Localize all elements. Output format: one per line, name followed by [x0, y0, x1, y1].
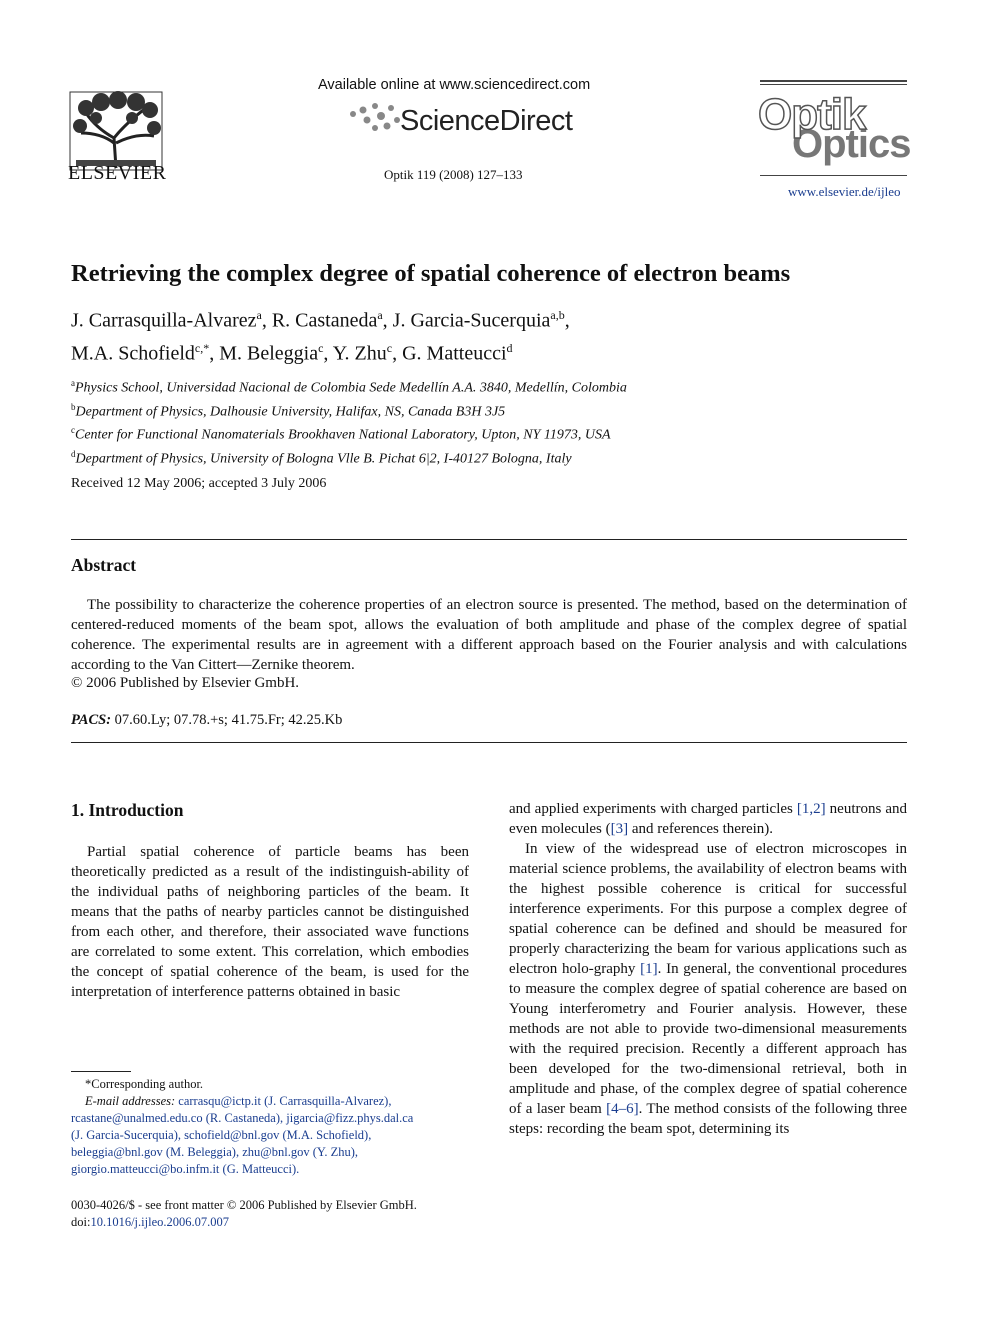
citation-link[interactable]: [1,2]: [796, 801, 826, 817]
affiliation-item: $^a$Physics School, Universidad Nacional de Colombia Sede Medellín A.A. 3840, Medellín, Colombia: [71, 378, 627, 396]
email-link[interactable]: beleggia@bnl.gov: [71, 1145, 163, 1159]
author: J. Carrasquilla-Alvarez: [71, 309, 257, 332]
email-link[interactable]: jigarcia@fizz.phys.dal.ca: [286, 1111, 414, 1125]
abstract-text: The possibility to characterize the coherence properties of an electron source is presented. The method, based on the determination of centered-reduced moments of the beam spot, allows the evaluation of both amplitude and phase of the complex degree of spatial coherence. The experimental results are in agreement with a different approach based on the Fourier analysis and with calculations according to the Van Cittert—Zernike theorem.: [71, 597, 907, 673]
available-online-text: Available online at www.sciencedirect.com: [318, 77, 591, 93]
affiliations: [71, 374, 871, 469]
email-link[interactable]: giorgio.matteucci@bo.infm.it: [71, 1162, 220, 1176]
pacs-codes: PACS: 07.60.Ly; 07.78.+s; 41.75.Fr; 42.25.Kb: [71, 712, 343, 728]
journal-logo-optik: Optik: [758, 90, 866, 139]
affiliation-item: $^d$Department of Physics, University of Bologna Vlle B. Pichat 6|2, I-40127 Bologna, Italy: [71, 448, 572, 467]
email-link[interactable]: carrasqu@ictp.it: [178, 1094, 261, 1108]
divider: [71, 539, 907, 540]
journal-url-link[interactable]: www.elsevier.de/ijleo: [788, 184, 901, 199]
abstract-heading: Abstract: [71, 555, 137, 575]
journal-logo-rule: [760, 84, 907, 85]
abstract-copyright: © 2006 Published by Elsevier GmbH.: [71, 675, 300, 691]
affiliation-item: $^b$Department of Physics, Dalhousie University, Halifax, NS, Canada B3H 3J5: [71, 401, 506, 420]
email-link[interactable]: zhu@bnl.gov: [242, 1145, 310, 1159]
journal-logo-optics: Optics: [792, 122, 911, 166]
citation-link[interactable]: [1]: [640, 961, 658, 977]
divider: [71, 742, 907, 743]
author: G. Matteucci: [402, 342, 507, 365]
imprint: 0030-4026/$ - see front matter © 2006 Published by Elsevier GmbH. doi:10.1016/j.ijleo.2006.07.007: [71, 1198, 417, 1229]
intro-paragraph-left: Partial spatial coherence of particle beams has been theoretically predicted as a result of the indistinguish-ability of the individual paths of neighboring particles of the beam. It means that the paths of nearby particles cannot be distinguished from each other, and therefore, their associated wave functions are correlated to some extent. This correlation, which embodies the concept of spatial coherence of the beam, is used for the interpretation of interference patterns obtained in basic: [71, 844, 469, 1000]
intro-paragraph-right-2: In view of the widespread use of electron microscopes in material science problems, the availability of electron beams with the highest possible coherence is critical for successful interference experiments. For this purpose a complex degree of spatial coherence can be defined and should be measured for properly characterizing the beam for various applications such as electron holo-graphy [1]. In general, the conventional procedures to measure the complex degree of spatial coherence are based on Young interferometry and Fourier analysis. However, these methods are not able to provide two-dimensional measurements with the required precision. Recently a different approach has been developed for the two-dimensional retrieval, both in amplitude and phase, of the complex degree of spatial coherence of a laser beam [4–6]. The method consists of the following three steps: recording the beam spot, determining its: [509, 841, 907, 1137]
citation-link[interactable]: [3]: [610, 821, 629, 837]
author: M. Beleggia: [219, 342, 319, 365]
doi-link[interactable]: 10.1016/j.ijleo.2006.07.007: [90, 1215, 229, 1229]
section-heading-introduction: 1. Introduction: [71, 800, 184, 820]
email-link[interactable]: rcastane@unalmed.edu.co: [71, 1111, 203, 1125]
author: R. Castaneda: [271, 309, 378, 332]
citation-link[interactable]: [4–6]: [606, 1101, 639, 1117]
author: Y. Zhu: [332, 342, 387, 365]
publisher-name: ELSEVIER: [68, 162, 167, 184]
author: J. Garcia-Sucerquia: [392, 309, 551, 332]
intro-paragraph-right-1: and applied experiments with charged particles [1,2] neutrons and even molecules ([3] and references therein).: [509, 801, 907, 837]
article-title: Retrieving the complex degree of spatial coherence of electron beams: [71, 260, 791, 287]
sciencedirect-wordmark: ScienceDirect: [400, 105, 573, 137]
received-dates: Received 12 May 2006; accepted 3 July 2006: [71, 476, 327, 491]
journal-reference: Optik 119 (2008) 127–133: [384, 167, 523, 182]
journal-logo-rule: [760, 80, 907, 82]
email-link[interactable]: schofield@bnl.gov: [184, 1128, 280, 1142]
sciencedirect-dots-icon: [345, 100, 405, 140]
author-list: J. Carrasquilla-Alvarez$^a$, R. Castaneda$^a$, J. Garcia-Sucerquia$^{a,b}$, M.A. Schofield$^{c,*}$, M. Beleggia$^c$, Y. Zhu$^c$, G. Matteucci$^d$: [71, 308, 570, 365]
footnote-rule: [71, 1071, 131, 1072]
journal-logo-rule: [760, 175, 907, 176]
affiliation-item: $^c$Center for Functional Nanomaterials Brookhaven National Laboratory, Upton, NY 11973, USA: [71, 425, 611, 443]
corresponding-author-footnote: *Corresponding author. E-mail addresses: carrasqu@ictp.it (J. Carrasquilla-Alvarez), rcastane@unalmed.edu.co (R. Castaneda), jigarcia@fizz.phys.dal.ca (J. Garcia-Sucerquia), schofield@bnl.gov (M.A. Schofield), beleggia@bnl.gov (M. Beleggia), zhu@bnl.gov (Y. Zhu), giorgio.matteucci@bo.infm.it (G. Matteucci).: [71, 1077, 414, 1176]
author: M.A. Schofield: [71, 342, 195, 365]
